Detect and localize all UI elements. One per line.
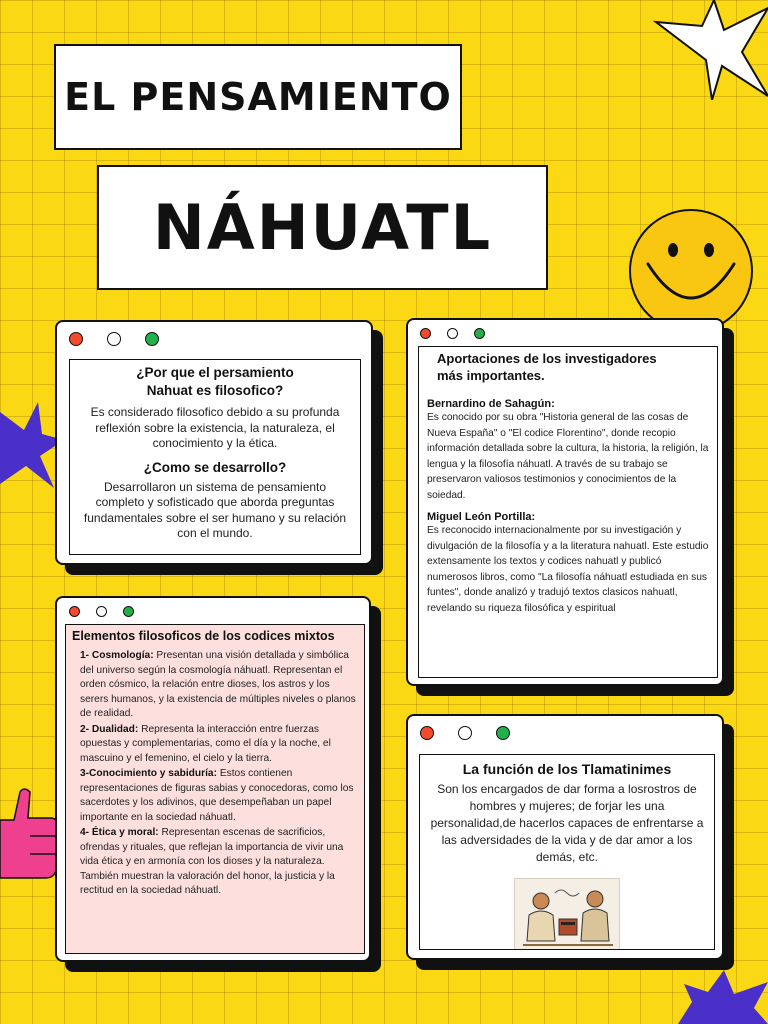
white-starburst-icon xyxy=(652,0,768,100)
card-researchers-content xyxy=(418,346,718,678)
thumbs-up-icon xyxy=(0,786,60,882)
list-item xyxy=(80,767,358,825)
card-elements xyxy=(55,596,371,962)
list-item xyxy=(80,649,358,722)
researcher-2-text: Es reconocido internacionalmente por su investigación y divulgación de la filosofía y a la literatura nahuatl. Este estudio extensamente los textos y codices nahuatl y publicó numerosos libros, como "La filosofía náhuatl estudiada en sus funtes", donde analizó y tradujó textos clasicos nahuatl, revelando su riqueza filosófica y espiritual xyxy=(427,525,709,614)
smiley-face-icon xyxy=(626,204,756,334)
card-why-heading-2: ¿Como se desarrollo? xyxy=(143,459,287,475)
window-dots-icon xyxy=(420,328,485,339)
item-text: Estos contienen representaciones de figuras sabias y conocedoras, como los sacerdotes y los adivinos, que desempeñaban un papel importante en la sociedad náhuatl. xyxy=(80,768,354,823)
card-elements-heading: Elementos filosoficos de los codices mixtos xyxy=(72,629,335,643)
green-dot-icon xyxy=(496,726,510,740)
red-dot-icon xyxy=(69,332,83,346)
card-why-philosophy xyxy=(55,320,373,565)
white-dot-icon xyxy=(107,332,121,346)
purple-starburst-bottom-icon xyxy=(678,970,768,1024)
card-why-text-1: Es considerado filosofico debido a su profunda reflexión sobre la existencia, la naturaleza, el conocimiento y la ética. xyxy=(90,405,340,450)
card-tlamatinime-content xyxy=(419,754,715,950)
card-tlamatinime xyxy=(406,714,724,960)
card-tlamatinime-heading: La función de los Tlamatinimes xyxy=(462,761,672,777)
red-dot-icon xyxy=(420,328,431,339)
item-label: 4- Ética y moral: xyxy=(80,827,159,838)
card-why-text-2: Desarrollaron un sistema de pensamiento completo y sofisticado que abordа preguntas fundamentales sobre el ser humano y su relación con el mundo. xyxy=(83,479,347,540)
red-dot-icon xyxy=(69,606,80,617)
title-line-2: NÁHUATL xyxy=(97,165,548,290)
item-text: Representan escenas de sacrificios, ofrendas y rituales, que reflejan la importancia de vivir una vida ética y en armonía con los dioses y la naturaleza. También muestran la valoración del honor, la justicia y la rectitud en la sociedad náhuatl. xyxy=(80,827,344,896)
card-why-heading-1: ¿Por que el persamiento Nahuat es filosofico? xyxy=(136,365,294,398)
elements-list xyxy=(72,649,358,899)
list-item xyxy=(80,826,358,899)
researcher-1-text: Es conocido por su obra "Historia general de las cosas de Nueva España" o "El codice Florentino", donde recopio información detallada sobre la cultura, la historia, la religión, la lengua y la filosofía náhuatl. A través de su trabajo se preservaron valiosos testimonios y conocimientos de la soiedad. xyxy=(427,412,709,501)
codex-illustration xyxy=(514,878,620,950)
green-dot-icon xyxy=(123,606,134,617)
green-dot-icon xyxy=(474,328,485,339)
item-label: 3-Conocimiento y sabiduría: xyxy=(80,768,217,779)
card-researchers-heading: Aportaciones de los investigadores más importantes. xyxy=(437,351,657,383)
window-dots-icon xyxy=(69,606,134,617)
list-item xyxy=(80,723,358,767)
item-label: 2- Dualidad: xyxy=(80,723,139,735)
window-dots-icon xyxy=(69,332,159,346)
researcher-1-name: Bernardino de Sahagún: xyxy=(427,398,555,410)
card-why-content xyxy=(69,359,361,555)
white-dot-icon xyxy=(447,328,458,339)
green-dot-icon xyxy=(145,332,159,346)
item-text: Presentan una visión detallada y simbólica del universo según la cosmología náhuatl. Representan el orden cósmico, la relación entre dioses, los astros y los serers humanos, y la existencia de múltiples niveles o planos de realidad. xyxy=(80,650,356,719)
card-tlamatinime-text: Son los encargados de dar forma a losrostros de hombres y mujeres; de forjar les una personalidad,de hacerlos capaces de enfrentarse a las adversidades de la vida y de dar amor a los demás, etc. xyxy=(430,782,704,864)
researcher-2-name: Miguel León Portilla: xyxy=(427,511,536,523)
card-elements-content xyxy=(65,624,365,954)
red-dot-icon xyxy=(420,726,434,740)
window-dots-icon xyxy=(420,726,510,740)
card-researchers xyxy=(406,318,724,686)
title-line-1: EL PENSAMIENTO xyxy=(54,44,462,150)
codex-figures-icon xyxy=(515,879,621,950)
white-dot-icon xyxy=(96,606,107,617)
white-dot-icon xyxy=(458,726,472,740)
item-text: Representa la interacción entre fuerzas opuestas y complementarias, como el día y la noche, el mascuino y el femenino, el cielo y la tierra. xyxy=(80,723,331,764)
item-label: 1- Cosmología: xyxy=(80,650,154,661)
